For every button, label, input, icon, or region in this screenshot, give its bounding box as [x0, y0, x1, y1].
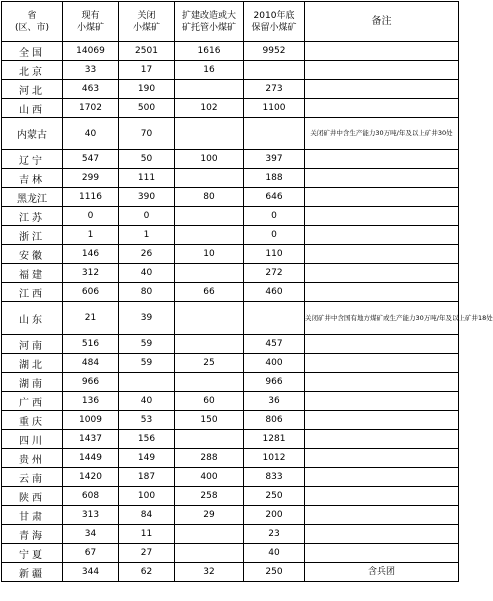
cell-closed: 1 [119, 226, 175, 245]
cell-existing: 1009 [63, 411, 119, 430]
cell-kept: 457 [244, 335, 305, 354]
cell-note [305, 207, 459, 226]
cell-expand [175, 169, 244, 188]
cell-kept: 40 [244, 544, 305, 563]
cell-expand: 25 [175, 354, 244, 373]
cell-closed: 149 [119, 449, 175, 468]
cell-kept: 23 [244, 525, 305, 544]
cell-expand: 400 [175, 468, 244, 487]
cell-closed: 40 [119, 392, 175, 411]
table-row [2, 118, 459, 150]
cell-expand [175, 525, 244, 544]
cell-province: 北京 [2, 61, 63, 80]
cell-existing: 606 [63, 283, 119, 302]
cell-existing: 484 [63, 354, 119, 373]
cell-expand: 29 [175, 506, 244, 525]
cell-expand [175, 430, 244, 449]
cell-closed: 500 [119, 99, 175, 118]
cell-existing: 608 [63, 487, 119, 506]
table-row [2, 411, 459, 430]
cell-existing: 1702 [63, 99, 119, 118]
cell-province: 福建 [2, 264, 63, 283]
cell-expand [175, 373, 244, 392]
cell-note [305, 544, 459, 563]
cell-kept: 397 [244, 150, 305, 169]
cell-note: 关闭矿井中含生产能力30万吨/年及以上矿井30处 [305, 118, 459, 150]
cell-existing: 547 [63, 150, 119, 169]
cell-existing: 344 [63, 563, 119, 582]
cell-expand: 100 [175, 150, 244, 169]
cell-kept: 460 [244, 283, 305, 302]
cell-closed: 17 [119, 61, 175, 80]
cell-province: 江西 [2, 283, 63, 302]
cell-note [305, 42, 459, 61]
cell-existing: 1116 [63, 188, 119, 207]
cell-province: 山西 [2, 99, 63, 118]
table-row [2, 487, 459, 506]
header-closed: 关闭 小煤矿 [119, 2, 175, 42]
table-row [2, 61, 459, 80]
header-row [2, 2, 459, 42]
cell-closed: 84 [119, 506, 175, 525]
cell-expand [175, 335, 244, 354]
cell-note [305, 169, 459, 188]
cell-province: 全国 [2, 42, 63, 61]
cell-note [305, 430, 459, 449]
cell-expand [175, 80, 244, 99]
cell-province: 贵州 [2, 449, 63, 468]
cell-note [305, 335, 459, 354]
cell-province: 山东 [2, 302, 63, 335]
cell-closed: 100 [119, 487, 175, 506]
cell-province: 宁夏 [2, 544, 63, 563]
cell-closed: 59 [119, 335, 175, 354]
cell-kept: 1281 [244, 430, 305, 449]
cell-closed: 50 [119, 150, 175, 169]
cell-note [305, 392, 459, 411]
cell-existing: 1437 [63, 430, 119, 449]
cell-province: 重庆 [2, 411, 63, 430]
cell-kept: 806 [244, 411, 305, 430]
cell-expand: 80 [175, 188, 244, 207]
cell-existing: 136 [63, 392, 119, 411]
cell-existing: 299 [63, 169, 119, 188]
cell-expand [175, 544, 244, 563]
cell-note [305, 449, 459, 468]
cell-expand: 60 [175, 392, 244, 411]
cell-note [305, 99, 459, 118]
cell-expand [175, 226, 244, 245]
header-expand: 扩建改造或大 矿托管小煤矿 [175, 2, 244, 42]
cell-existing: 146 [63, 245, 119, 264]
cell-province: 河北 [2, 80, 63, 99]
header-existing: 现有 小煤矿 [63, 2, 119, 42]
cell-province: 吉林 [2, 169, 63, 188]
cell-existing: 40 [63, 118, 119, 150]
cell-closed: 80 [119, 283, 175, 302]
table-row [2, 525, 459, 544]
cell-expand: 102 [175, 99, 244, 118]
cell-note [305, 373, 459, 392]
table-row [2, 449, 459, 468]
cell-province: 内蒙古 [2, 118, 63, 150]
cell-existing: 33 [63, 61, 119, 80]
cell-note [305, 411, 459, 430]
cell-note [305, 264, 459, 283]
cell-closed: 11 [119, 525, 175, 544]
cell-province: 辽宁 [2, 150, 63, 169]
cell-existing: 1420 [63, 468, 119, 487]
cell-kept: 250 [244, 563, 305, 582]
cell-expand: 16 [175, 61, 244, 80]
cell-closed: 0 [119, 207, 175, 226]
cell-kept: 9952 [244, 42, 305, 61]
cell-note [305, 61, 459, 80]
table-row [2, 430, 459, 449]
cell-expand [175, 264, 244, 283]
cell-note [305, 468, 459, 487]
table-row [2, 207, 459, 226]
cell-province: 青海 [2, 525, 63, 544]
coal-mine-table [1, 1, 493, 582]
table-row [2, 99, 459, 118]
cell-expand: 32 [175, 563, 244, 582]
table-row [2, 245, 459, 264]
cell-province: 安徽 [2, 245, 63, 264]
cell-expand: 66 [175, 283, 244, 302]
cell-closed: 39 [119, 302, 175, 335]
cell-note [305, 506, 459, 525]
cell-note [305, 188, 459, 207]
cell-province: 黑龙江 [2, 188, 63, 207]
cell-existing: 516 [63, 335, 119, 354]
cell-kept: 36 [244, 392, 305, 411]
cell-existing: 14069 [63, 42, 119, 61]
cell-existing: 0 [63, 207, 119, 226]
cell-expand: 1616 [175, 42, 244, 61]
cell-province: 云南 [2, 468, 63, 487]
cell-note [305, 80, 459, 99]
cell-closed: 156 [119, 430, 175, 449]
cell-closed: 40 [119, 264, 175, 283]
cell-province: 四川 [2, 430, 63, 449]
cell-kept: 0 [244, 207, 305, 226]
cell-kept: 200 [244, 506, 305, 525]
cell-kept: 272 [244, 264, 305, 283]
table-row [2, 392, 459, 411]
cell-kept [244, 61, 305, 80]
cell-existing: 34 [63, 525, 119, 544]
cell-closed: 27 [119, 544, 175, 563]
table-row [2, 468, 459, 487]
cell-note [305, 226, 459, 245]
cell-note [305, 150, 459, 169]
header-kept: 2010年底 保留小煤矿 [244, 2, 305, 42]
cell-kept [244, 118, 305, 150]
cell-province: 浙江 [2, 226, 63, 245]
cell-closed: 187 [119, 468, 175, 487]
cell-existing: 1 [63, 226, 119, 245]
cell-note [305, 283, 459, 302]
cell-kept: 966 [244, 373, 305, 392]
cell-note [305, 354, 459, 373]
cell-kept: 110 [244, 245, 305, 264]
cell-province: 湖南 [2, 373, 63, 392]
cell-note [305, 487, 459, 506]
cell-kept: 188 [244, 169, 305, 188]
table-row [2, 563, 459, 582]
cell-expand: 288 [175, 449, 244, 468]
cell-note: 关闭矿井中含国有地方煤矿或生产能力30万吨/年及以上矿井18处 [305, 302, 459, 335]
cell-closed: 62 [119, 563, 175, 582]
cell-expand: 258 [175, 487, 244, 506]
table-row [2, 80, 459, 99]
table-row [2, 544, 459, 563]
cell-closed: 70 [119, 118, 175, 150]
cell-expand [175, 207, 244, 226]
cell-kept: 250 [244, 487, 305, 506]
cell-closed [119, 373, 175, 392]
cell-province: 甘肃 [2, 506, 63, 525]
cell-closed: 190 [119, 80, 175, 99]
header-province: 省 (区、市) [2, 2, 63, 42]
cell-existing: 21 [63, 302, 119, 335]
cell-note [305, 525, 459, 544]
cell-province: 江苏 [2, 207, 63, 226]
table-row [2, 169, 459, 188]
table-row [2, 354, 459, 373]
table-row [2, 283, 459, 302]
cell-expand: 150 [175, 411, 244, 430]
cell-closed: 53 [119, 411, 175, 430]
cell-province: 河南 [2, 335, 63, 354]
cell-expand [175, 118, 244, 150]
header-notes: 备注 [305, 2, 459, 42]
cell-note: 含兵团 [305, 563, 459, 582]
table-row [2, 188, 459, 207]
cell-kept: 1100 [244, 99, 305, 118]
cell-closed: 2501 [119, 42, 175, 61]
table-row [2, 302, 459, 335]
cell-closed: 59 [119, 354, 175, 373]
cell-kept: 646 [244, 188, 305, 207]
cell-expand [175, 302, 244, 335]
cell-existing: 1449 [63, 449, 119, 468]
cell-existing: 313 [63, 506, 119, 525]
cell-existing: 312 [63, 264, 119, 283]
cell-closed: 390 [119, 188, 175, 207]
cell-note [305, 245, 459, 264]
table-row [2, 506, 459, 525]
table-row [2, 335, 459, 354]
cell-kept: 273 [244, 80, 305, 99]
cell-province: 广西 [2, 392, 63, 411]
cell-kept [244, 302, 305, 335]
table-row [2, 226, 459, 245]
cell-expand: 10 [175, 245, 244, 264]
table-row [2, 42, 459, 61]
cell-kept: 833 [244, 468, 305, 487]
cell-kept: 400 [244, 354, 305, 373]
cell-province: 湖北 [2, 354, 63, 373]
table-row [2, 373, 459, 392]
cell-existing: 463 [63, 80, 119, 99]
cell-province: 陕西 [2, 487, 63, 506]
cell-kept: 1012 [244, 449, 305, 468]
cell-closed: 111 [119, 169, 175, 188]
table-row [2, 150, 459, 169]
cell-closed: 26 [119, 245, 175, 264]
cell-province: 新疆 [2, 563, 63, 582]
cell-kept: 0 [244, 226, 305, 245]
cell-existing: 67 [63, 544, 119, 563]
cell-existing: 966 [63, 373, 119, 392]
table-row [2, 264, 459, 283]
